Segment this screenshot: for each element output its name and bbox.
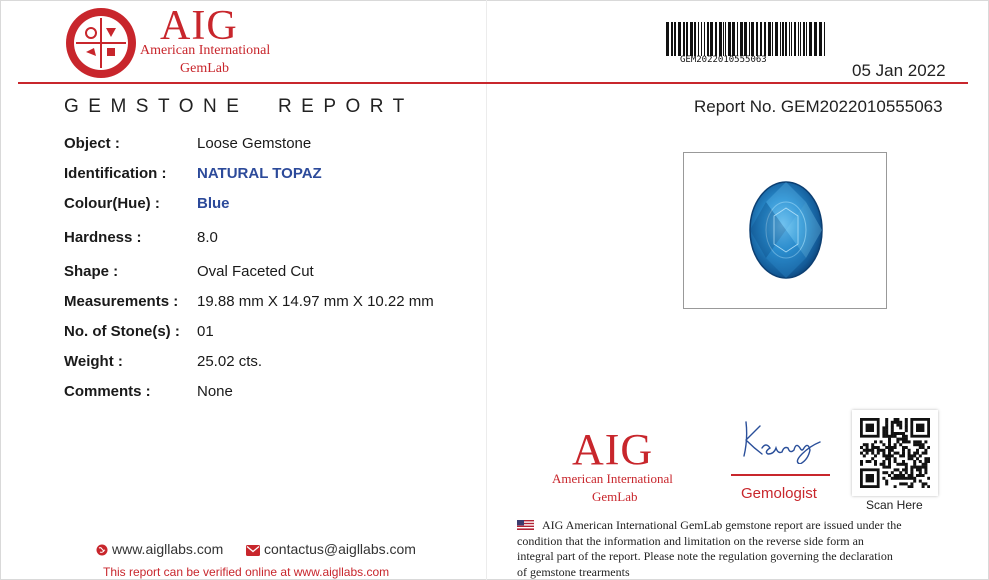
field-identification (64, 165, 484, 187)
lab-seal-icon (64, 6, 138, 80)
qr-code-icon (860, 418, 930, 488)
report-number: Report No. GEM2022010555063 (694, 97, 943, 116)
field-value: 01 (197, 323, 214, 340)
field-label: Object : (64, 135, 120, 152)
disclaimer-line (517, 518, 957, 534)
gemstone-photo (683, 152, 887, 309)
field-value: 19.88 mm X 14.97 mm X 10.22 mm (197, 293, 434, 310)
lab-logo-title: AIG (160, 3, 238, 49)
field-hardness (64, 229, 484, 251)
field-label: No. of Stone(s) : (64, 323, 180, 340)
field-weight (64, 353, 484, 375)
field-value: NATURAL TOPAZ (197, 165, 322, 182)
barcode (666, 22, 828, 56)
disclaimer-line: of gemstone trearments (517, 564, 630, 579)
lab-logo-subtitle-2: GemLab (592, 489, 638, 504)
barcode-number: GEM2022010555063 (680, 55, 767, 65)
disclaimer-text: AIG American International GemLab gemstone report are issued under the (542, 518, 902, 532)
gemstone-image (748, 180, 824, 280)
email-text: contactus@aigllabs.com (264, 541, 416, 557)
field-value: Oval Faceted Cut (197, 263, 314, 280)
header-divider (18, 82, 968, 84)
website-link[interactable] (96, 541, 223, 557)
lab-logo (64, 3, 284, 78)
signature-line (731, 474, 830, 476)
qr-code[interactable] (852, 410, 938, 496)
field-measurements (64, 293, 484, 315)
disclaimer-line: integral part of the report. Please note the regulation governing the declaration (517, 549, 893, 563)
verify-note: This report can be verified online at www.aigllabs.com (103, 565, 390, 579)
field-label: Comments : (64, 383, 151, 400)
field-shape (64, 263, 484, 285)
scan-here-label: Scan Here (866, 498, 923, 512)
field-object (64, 135, 484, 157)
lab-logo-subtitle: American International (140, 43, 271, 58)
website-text: www.aigllabs.com (112, 541, 224, 557)
field-label: Shape : (64, 263, 119, 280)
field-value: 8.0 (197, 229, 218, 246)
report-date: 05 Jan 2022 (852, 61, 946, 80)
email-link[interactable] (246, 541, 416, 557)
lab-logo-title: AIG (572, 425, 654, 474)
globe-icon (96, 544, 108, 556)
report-title: GEMSTONE REPORT (64, 96, 414, 117)
us-flag-icon (517, 520, 534, 530)
lab-logo-footer (552, 425, 684, 510)
field-label: Weight : (64, 353, 123, 370)
field-value: None (197, 383, 233, 400)
field-label: Hardness : (64, 229, 142, 246)
disclaimer-line: condition that the information and limitation on the reverse side form an (517, 533, 864, 548)
field-no-of-stones (64, 323, 484, 345)
field-label: Identification : (64, 165, 167, 182)
field-label: Measurements : (64, 293, 179, 310)
gemologist-label: Gemologist (741, 485, 817, 502)
disclaimer (517, 518, 957, 580)
field-label: Colour(Hue) : (64, 195, 160, 212)
field-colour (64, 195, 484, 217)
fold-line (486, 0, 487, 580)
gemologist-signature (738, 414, 828, 464)
envelope-icon (246, 545, 260, 556)
field-value: 25.02 cts. (197, 353, 263, 370)
field-comments (64, 383, 484, 405)
lab-logo-subtitle: American International (552, 471, 673, 486)
lab-logo-subtitle-2: GemLab (180, 61, 229, 76)
field-value: Blue (197, 195, 230, 212)
field-value: Loose Gemstone (197, 135, 312, 152)
